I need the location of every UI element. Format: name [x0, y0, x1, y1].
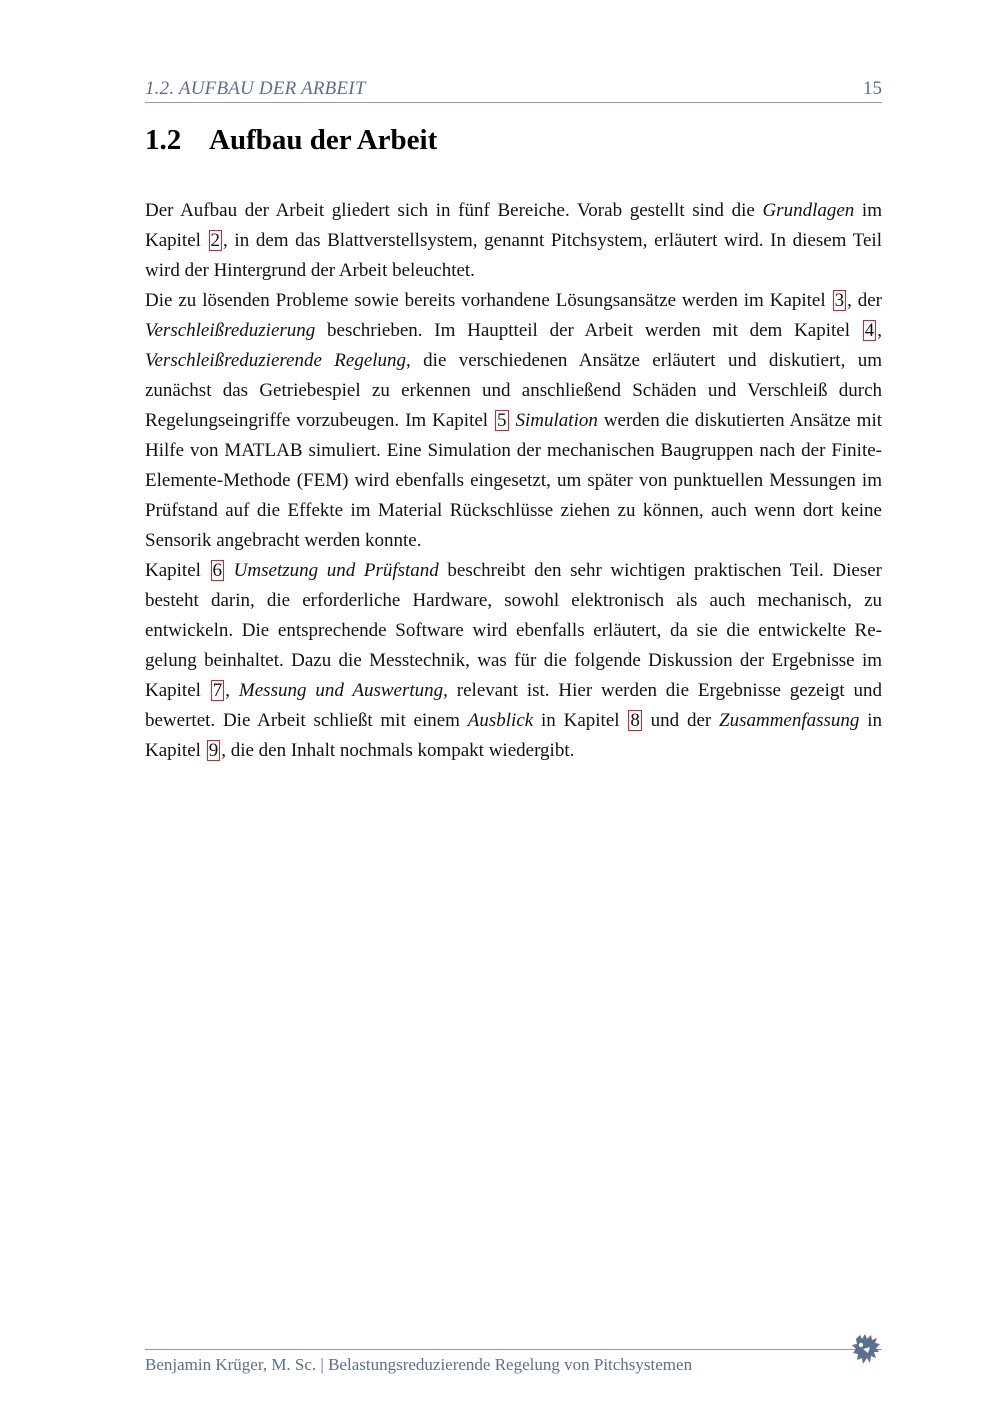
chapter-reference-link[interactable]: 8 [630, 710, 640, 731]
section-heading [145, 124, 437, 157]
heraldic-lion-icon [850, 1333, 882, 1367]
section-title: Aufbau der Arbeit [209, 124, 438, 156]
text-run: , die verschiedenen Ansätze erläutert und diskutiert, um zunächst das Getriebespiel zu erkennen und anschließend Schäden und Verschleiß durch Regelungseingriffe vorzubeugen. Im Kapitel [145, 350, 882, 431]
footer-author-title: Benjamin Krüger, M. Sc. | Belastungsreduzierende Regelung von Pitchsystemen [145, 1355, 693, 1374]
text-run: , relevant ist. Hier werden die Ergebnisse gezeigt und bewertet. Die Arbeit schließt mit einem [145, 680, 883, 731]
emphasized-term: Verschleißreduzierende Regelung [145, 350, 407, 371]
text-run [225, 560, 234, 581]
page-number: 15 [863, 78, 882, 99]
text-run: in Kapitel [533, 710, 628, 731]
chapter-reference-link[interactable]: 5 [497, 410, 507, 431]
text-run: Der Aufbau der Arbeit gliedert sich in fünf Bereiche. Vorab gestellt sind die [145, 200, 763, 221]
paragraph [145, 286, 882, 556]
text-run: beschrieben. Im Hauptteil der Arbeit werden mit dem Kapitel [315, 320, 862, 341]
paragraph [145, 556, 882, 766]
text-run: Kapitel [145, 560, 210, 581]
text-run: in Kapitel [145, 710, 883, 761]
chapter-reference-link[interactable]: 9 [208, 740, 219, 761]
text-run: , die den Inhalt nochmals kompakt wiedergibt. [221, 740, 575, 761]
chapter-reference-link[interactable]: 6 [212, 560, 223, 581]
body-text [145, 196, 882, 766]
chapter-reference-link[interactable]: 2 [210, 230, 221, 251]
text-run: , in dem das Blattverstellsystem, genannt Pitchsystem, erläutert wird. In diesem Teil wird der Hintergrund der Arbeit beleuchtet. [145, 230, 882, 281]
emphasized-term: Ausblick [467, 710, 534, 731]
emphasized-term: Umsetzung und Prüfstand [233, 560, 439, 581]
text-run: im Kapitel [145, 200, 882, 251]
running-header-section: 1.2. AUFBAU DER ARBEIT [145, 78, 366, 99]
emphasized-term: Simulation [515, 410, 598, 431]
text-run: und der [642, 710, 720, 731]
text-run: Die zu lösenden Probleme sowie bereits vorhandene Lösungsansätze werden im Kapitel [145, 290, 832, 311]
emphasized-term: Messung und Auswertung [238, 680, 444, 701]
running-footer [145, 1349, 882, 1374]
text-run: , der [847, 290, 882, 311]
emphasized-term: Verschleißreduzierung [145, 320, 316, 341]
emphasized-term: Grundlagen [762, 200, 855, 221]
paragraph [145, 196, 882, 286]
emphasized-term: Zusammenfassung [719, 710, 860, 731]
text-run: werden die diskutierten Ansätze mit Hilfe von MATLAB simuliert. Eine Simulation der mechanischen Baugruppen nach der Finite-Elemente-Methode (FEM) wird ebenfalls eingesetzt, um später von punktuellen Messungen im Prüfstand auf die Effekte im Material Rückschlüsse ziehen zu können, auch wenn dort keine Sensorik angebracht werden konnte. [145, 410, 882, 551]
text-run: , [877, 320, 882, 341]
text-run: , [225, 680, 239, 701]
text-run: beschreibt den sehr wichtigen praktischen Teil. Dieser besteht darin, die erforderliche Hardware, sowohl elektronisch als auch mechanisch, zu entwickeln. Die entsprechende Software wird ebenfalls erläutert, da sie die entwickelte Regelung beinhaltet. Dazu die Messtechnik, was für die folgende Diskussion der Ergebnisse im Kapitel [145, 560, 883, 701]
chapter-reference-link[interactable]: 7 [212, 680, 223, 701]
chapter-reference-link[interactable]: 3 [834, 290, 845, 311]
chapter-reference-link[interactable]: 4 [864, 320, 875, 341]
section-number: 1.2 [145, 124, 182, 156]
running-header [145, 76, 882, 103]
